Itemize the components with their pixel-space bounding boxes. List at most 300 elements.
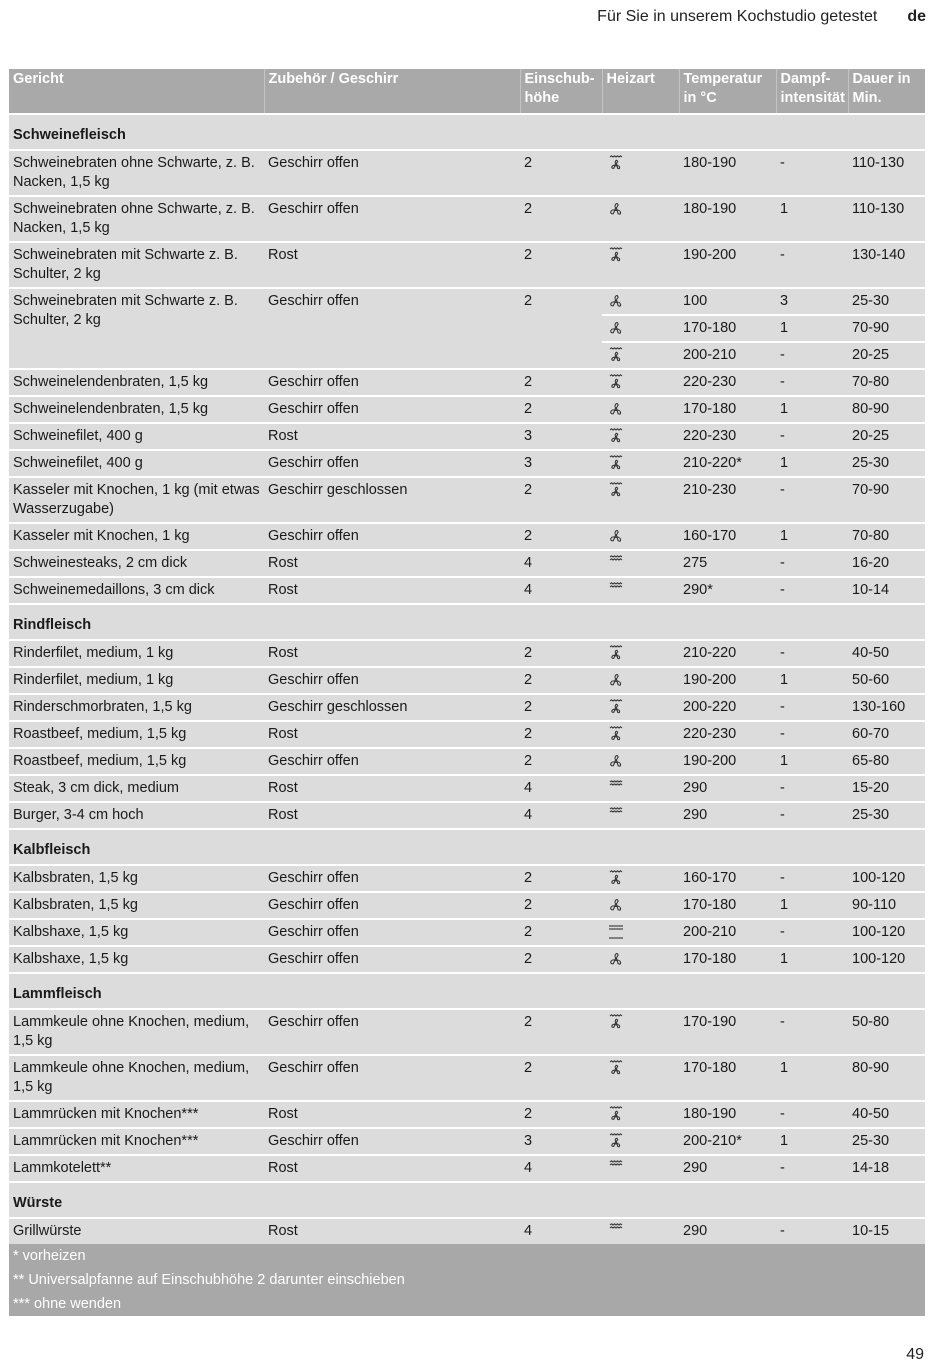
temperature-cell: 170-180 bbox=[679, 396, 776, 423]
accessory-cell: Rost bbox=[264, 577, 520, 604]
level-cell: 4 bbox=[520, 802, 602, 829]
grill-fan-icon bbox=[606, 1060, 626, 1076]
table-row bbox=[9, 242, 925, 288]
dish-cell: Schweinebraten mit Schwarte z. B. Schulter, 2 kg bbox=[9, 242, 264, 288]
fan-icon bbox=[606, 753, 626, 769]
duration-cell: 70-80 bbox=[848, 523, 925, 550]
steam-cell: 1 bbox=[776, 196, 848, 242]
temperature-cell: 100 bbox=[679, 288, 776, 315]
section-title: Rindfleisch bbox=[9, 604, 925, 640]
level-cell: 3 bbox=[520, 450, 602, 477]
temperature-cell: 190-200 bbox=[679, 667, 776, 694]
table-row bbox=[9, 196, 925, 242]
table-row bbox=[9, 1101, 925, 1128]
heating-mode-cell bbox=[602, 196, 679, 242]
heating-mode-cell bbox=[602, 288, 679, 315]
table-row bbox=[9, 640, 925, 667]
temperature-cell: 170-190 bbox=[679, 1009, 776, 1055]
accessory-cell: Geschirr offen bbox=[264, 396, 520, 423]
accessory-cell: Rost bbox=[264, 550, 520, 577]
col-header-steam: Dampf- intensität bbox=[776, 69, 848, 114]
dish-cell: Rinderfilet, medium, 1 kg bbox=[9, 640, 264, 667]
duration-cell: 65-80 bbox=[848, 748, 925, 775]
table-row bbox=[9, 721, 925, 748]
col-header-duration: Dauer in Min. bbox=[848, 69, 925, 114]
dish-cell: Schweinefilet, 400 g bbox=[9, 450, 264, 477]
duration-cell: 80-90 bbox=[848, 396, 925, 423]
heating-mode-cell bbox=[602, 946, 679, 973]
grill-icon bbox=[606, 807, 626, 823]
duration-cell: 110-130 bbox=[848, 196, 925, 242]
table-row bbox=[9, 369, 925, 396]
table-row bbox=[9, 523, 925, 550]
level-cell: 2 bbox=[520, 523, 602, 550]
page-header bbox=[597, 8, 926, 26]
heating-mode-cell bbox=[602, 342, 679, 369]
fan-icon bbox=[606, 320, 626, 336]
steam-cell: 1 bbox=[776, 748, 848, 775]
steam-cell: 1 bbox=[776, 523, 848, 550]
accessory-cell: Geschirr offen bbox=[264, 369, 520, 396]
level-cell: 4 bbox=[520, 550, 602, 577]
table-row bbox=[9, 477, 925, 523]
header-title: Für Sie in unserem Kochstudio getestet bbox=[597, 8, 878, 25]
steam-cell: 1 bbox=[776, 450, 848, 477]
level-cell: 4 bbox=[520, 577, 602, 604]
dish-cell: Schweinebraten ohne Schwarte, z. B. Nacken, 1,5 kg bbox=[9, 150, 264, 196]
footnote-text: *** ohne wenden bbox=[9, 1292, 925, 1316]
table-row bbox=[9, 667, 925, 694]
heating-mode-cell bbox=[602, 242, 679, 288]
level-cell: 2 bbox=[520, 946, 602, 973]
heating-mode-cell bbox=[602, 775, 679, 802]
temperature-cell: 170-180 bbox=[679, 315, 776, 342]
section-title: Schweinefleisch bbox=[9, 114, 925, 150]
duration-cell: 10-14 bbox=[848, 577, 925, 604]
accessory-cell: Geschirr offen bbox=[264, 1055, 520, 1101]
grill-fan-icon bbox=[606, 347, 626, 363]
grill-fan-icon bbox=[606, 699, 626, 715]
temperature-cell: 170-180 bbox=[679, 946, 776, 973]
accessory-cell: Geschirr offen bbox=[264, 1009, 520, 1055]
dish-cell: Burger, 3-4 cm hoch bbox=[9, 802, 264, 829]
duration-cell: 25-30 bbox=[848, 450, 925, 477]
section-title: Lammfleisch bbox=[9, 973, 925, 1009]
dish-cell: Kalbshaxe, 1,5 kg bbox=[9, 919, 264, 946]
level-cell: 2 bbox=[520, 369, 602, 396]
duration-cell: 110-130 bbox=[848, 150, 925, 196]
heating-mode-cell bbox=[602, 1128, 679, 1155]
dish-cell: Steak, 3 cm dick, medium bbox=[9, 775, 264, 802]
section-title: Kalbfleisch bbox=[9, 829, 925, 865]
steam-cell: - bbox=[776, 577, 848, 604]
table-row bbox=[9, 396, 925, 423]
temperature-cell: 200-210 bbox=[679, 919, 776, 946]
heating-mode-cell bbox=[602, 150, 679, 196]
accessory-cell: Geschirr geschlossen bbox=[264, 694, 520, 721]
grill-fan-icon bbox=[606, 726, 626, 742]
accessory-cell: Geschirr offen bbox=[264, 865, 520, 892]
grill-icon bbox=[606, 582, 626, 598]
temperature-cell: 180-190 bbox=[679, 150, 776, 196]
steam-cell: 1 bbox=[776, 315, 848, 342]
level-cell: 2 bbox=[520, 477, 602, 523]
steam-cell: - bbox=[776, 1155, 848, 1182]
col-header-accessory: Zubehör / Geschirr bbox=[264, 69, 520, 114]
accessory-cell: Rost bbox=[264, 640, 520, 667]
table-row bbox=[9, 1128, 925, 1155]
fan-icon bbox=[606, 672, 626, 688]
grill-icon bbox=[606, 1160, 626, 1176]
dish-cell: Rinderschmorbraten, 1,5 kg bbox=[9, 694, 264, 721]
dish-cell: Lammrücken mit Knochen*** bbox=[9, 1128, 264, 1155]
duration-cell: 10-15 bbox=[848, 1218, 925, 1244]
table-row bbox=[9, 1055, 925, 1101]
table-row bbox=[9, 802, 925, 829]
accessory-cell: Rost bbox=[264, 1101, 520, 1128]
table-row bbox=[9, 775, 925, 802]
steam-cell: - bbox=[776, 242, 848, 288]
level-cell: 2 bbox=[520, 288, 602, 369]
table-row bbox=[9, 946, 925, 973]
footnote-row bbox=[9, 1268, 925, 1292]
accessory-cell: Geschirr offen bbox=[264, 946, 520, 973]
level-cell: 2 bbox=[520, 748, 602, 775]
dish-cell: Lammkotelett** bbox=[9, 1155, 264, 1182]
dish-cell: Schweinelendenbraten, 1,5 kg bbox=[9, 369, 264, 396]
duration-cell: 50-60 bbox=[848, 667, 925, 694]
level-cell: 2 bbox=[520, 242, 602, 288]
temperature-cell: 290 bbox=[679, 1155, 776, 1182]
level-cell: 3 bbox=[520, 1128, 602, 1155]
section-row bbox=[9, 114, 925, 150]
dish-cell: Lammkeule ohne Knochen, medium, 1,5 kg bbox=[9, 1009, 264, 1055]
steam-cell: - bbox=[776, 150, 848, 196]
level-cell: 2 bbox=[520, 640, 602, 667]
duration-cell: 130-160 bbox=[848, 694, 925, 721]
temperature-cell: 200-210* bbox=[679, 1128, 776, 1155]
temperature-cell: 290 bbox=[679, 802, 776, 829]
temperature-cell: 290 bbox=[679, 775, 776, 802]
level-cell: 2 bbox=[520, 667, 602, 694]
col-header-heating-mode: Heizart bbox=[602, 69, 679, 114]
steam-cell: 1 bbox=[776, 892, 848, 919]
accessory-cell: Rost bbox=[264, 1218, 520, 1244]
level-cell: 2 bbox=[520, 721, 602, 748]
steam-cell: - bbox=[776, 477, 848, 523]
fan-icon bbox=[606, 293, 626, 309]
grill-fan-icon bbox=[606, 155, 626, 171]
steam-cell: - bbox=[776, 802, 848, 829]
grill-fan-icon bbox=[606, 1133, 626, 1149]
accessory-cell: Geschirr offen bbox=[264, 667, 520, 694]
table-row bbox=[9, 288, 925, 315]
level-cell: 2 bbox=[520, 150, 602, 196]
level-cell: 2 bbox=[520, 1055, 602, 1101]
dish-cell: Schweinesteaks, 2 cm dick bbox=[9, 550, 264, 577]
heating-mode-cell bbox=[602, 721, 679, 748]
accessory-cell: Geschirr offen bbox=[264, 288, 520, 369]
duration-cell: 80-90 bbox=[848, 1055, 925, 1101]
temperature-cell: 275 bbox=[679, 550, 776, 577]
steam-cell: - bbox=[776, 342, 848, 369]
col-header-dish: Gericht bbox=[9, 69, 264, 114]
duration-cell: 20-25 bbox=[848, 342, 925, 369]
table-body bbox=[9, 114, 925, 1316]
accessory-cell: Geschirr geschlossen bbox=[264, 477, 520, 523]
dish-cell: Kasseler mit Knochen, 1 kg (mit etwas Wasserzugabe) bbox=[9, 477, 264, 523]
table-row bbox=[9, 865, 925, 892]
steam-cell: 3 bbox=[776, 288, 848, 315]
temperature-cell: 210-220 bbox=[679, 640, 776, 667]
steam-cell: 1 bbox=[776, 946, 848, 973]
steam-cell: - bbox=[776, 423, 848, 450]
cooking-table bbox=[9, 69, 925, 1316]
heating-mode-cell bbox=[602, 1101, 679, 1128]
grill-fan-icon bbox=[606, 645, 626, 661]
grill-fan-icon bbox=[606, 1106, 626, 1122]
steam-cell: 1 bbox=[776, 667, 848, 694]
heating-mode-cell bbox=[602, 1155, 679, 1182]
heating-mode-cell bbox=[602, 369, 679, 396]
accessory-cell: Rost bbox=[264, 1155, 520, 1182]
accessory-cell: Geschirr offen bbox=[264, 150, 520, 196]
table-row bbox=[9, 150, 925, 196]
duration-cell: 70-80 bbox=[848, 369, 925, 396]
steam-cell: - bbox=[776, 1009, 848, 1055]
temperature-cell: 200-220 bbox=[679, 694, 776, 721]
fan-icon bbox=[606, 201, 626, 217]
table-row bbox=[9, 748, 925, 775]
dish-cell: Schweinefilet, 400 g bbox=[9, 423, 264, 450]
table-row bbox=[9, 1218, 925, 1244]
top-bottom-heat-icon bbox=[606, 924, 626, 940]
temperature-cell: 190-200 bbox=[679, 242, 776, 288]
temperature-cell: 290* bbox=[679, 577, 776, 604]
accessory-cell: Rost bbox=[264, 423, 520, 450]
duration-cell: 40-50 bbox=[848, 640, 925, 667]
temperature-cell: 200-210 bbox=[679, 342, 776, 369]
grill-fan-icon bbox=[606, 455, 626, 471]
heating-mode-cell bbox=[602, 450, 679, 477]
dish-cell: Kalbsbraten, 1,5 kg bbox=[9, 865, 264, 892]
level-cell: 2 bbox=[520, 694, 602, 721]
fan-icon bbox=[606, 528, 626, 544]
duration-cell: 100-120 bbox=[848, 946, 925, 973]
heating-mode-cell bbox=[602, 667, 679, 694]
duration-cell: 130-140 bbox=[848, 242, 925, 288]
duration-cell: 14-18 bbox=[848, 1155, 925, 1182]
temperature-cell: 220-230 bbox=[679, 721, 776, 748]
temperature-cell: 180-190 bbox=[679, 196, 776, 242]
fan-icon bbox=[606, 951, 626, 967]
duration-cell: 20-25 bbox=[848, 423, 925, 450]
temperature-cell: 210-230 bbox=[679, 477, 776, 523]
heating-mode-cell bbox=[602, 865, 679, 892]
duration-cell: 25-30 bbox=[848, 1128, 925, 1155]
heating-mode-cell bbox=[602, 577, 679, 604]
accessory-cell: Geschirr offen bbox=[264, 523, 520, 550]
table-row bbox=[9, 694, 925, 721]
grill-fan-icon bbox=[606, 1014, 626, 1030]
accessory-cell: Rost bbox=[264, 775, 520, 802]
dish-cell: Kasseler mit Knochen, 1 kg bbox=[9, 523, 264, 550]
dish-cell: Kalbshaxe, 1,5 kg bbox=[9, 946, 264, 973]
temperature-cell: 290 bbox=[679, 1218, 776, 1244]
table-row bbox=[9, 450, 925, 477]
table-header-row bbox=[9, 69, 925, 114]
heating-mode-cell bbox=[602, 423, 679, 450]
duration-cell: 70-90 bbox=[848, 315, 925, 342]
table-row bbox=[9, 892, 925, 919]
grill-fan-icon bbox=[606, 870, 626, 886]
temperature-cell: 210-220* bbox=[679, 450, 776, 477]
fan-icon bbox=[606, 401, 626, 417]
heating-mode-cell bbox=[602, 523, 679, 550]
duration-cell: 15-20 bbox=[848, 775, 925, 802]
level-cell: 3 bbox=[520, 423, 602, 450]
table-row bbox=[9, 919, 925, 946]
steam-cell: - bbox=[776, 1101, 848, 1128]
duration-cell: 16-20 bbox=[848, 550, 925, 577]
dish-cell: Schweinemedaillons, 3 cm dick bbox=[9, 577, 264, 604]
duration-cell: 40-50 bbox=[848, 1101, 925, 1128]
heating-mode-cell bbox=[602, 748, 679, 775]
level-cell: 2 bbox=[520, 1101, 602, 1128]
grill-icon bbox=[606, 555, 626, 571]
grill-fan-icon bbox=[606, 482, 626, 498]
duration-cell: 60-70 bbox=[848, 721, 925, 748]
accessory-cell: Rost bbox=[264, 721, 520, 748]
level-cell: 2 bbox=[520, 892, 602, 919]
table-row bbox=[9, 550, 925, 577]
duration-cell: 100-120 bbox=[848, 865, 925, 892]
grill-icon bbox=[606, 1223, 626, 1239]
heating-mode-cell bbox=[602, 1055, 679, 1101]
duration-cell: 100-120 bbox=[848, 919, 925, 946]
dish-cell: Lammrücken mit Knochen*** bbox=[9, 1101, 264, 1128]
steam-cell: - bbox=[776, 775, 848, 802]
steam-cell: 1 bbox=[776, 1055, 848, 1101]
duration-cell: 25-30 bbox=[848, 802, 925, 829]
steam-cell: - bbox=[776, 550, 848, 577]
heating-mode-cell bbox=[602, 315, 679, 342]
accessory-cell: Geschirr offen bbox=[264, 748, 520, 775]
grill-fan-icon bbox=[606, 428, 626, 444]
level-cell: 2 bbox=[520, 919, 602, 946]
grill-fan-icon bbox=[606, 247, 626, 263]
temperature-cell: 190-200 bbox=[679, 748, 776, 775]
temperature-cell: 160-170 bbox=[679, 865, 776, 892]
footnote-text: * vorheizen bbox=[9, 1244, 925, 1268]
heating-mode-cell bbox=[602, 919, 679, 946]
language-badge: de bbox=[907, 8, 926, 25]
footnote-text: ** Universalpfanne auf Einschubhöhe 2 darunter einschieben bbox=[9, 1268, 925, 1292]
steam-cell: 1 bbox=[776, 1128, 848, 1155]
accessory-cell: Geschirr offen bbox=[264, 892, 520, 919]
heating-mode-cell bbox=[602, 550, 679, 577]
footnote-row bbox=[9, 1244, 925, 1268]
heating-mode-cell bbox=[602, 1218, 679, 1244]
steam-cell: - bbox=[776, 721, 848, 748]
heating-mode-cell bbox=[602, 802, 679, 829]
dish-cell: Schweinelendenbraten, 1,5 kg bbox=[9, 396, 264, 423]
dish-cell: Roastbeef, medium, 1,5 kg bbox=[9, 748, 264, 775]
col-header-temperature: Temperatur in °C bbox=[679, 69, 776, 114]
level-cell: 4 bbox=[520, 1155, 602, 1182]
steam-cell: - bbox=[776, 1218, 848, 1244]
temperature-cell: 220-230 bbox=[679, 423, 776, 450]
table-row bbox=[9, 1009, 925, 1055]
section-title: Würste bbox=[9, 1182, 925, 1218]
section-row bbox=[9, 973, 925, 1009]
steam-cell: - bbox=[776, 919, 848, 946]
temperature-cell: 220-230 bbox=[679, 369, 776, 396]
accessory-cell: Geschirr offen bbox=[264, 196, 520, 242]
accessory-cell: Geschirr offen bbox=[264, 919, 520, 946]
temperature-cell: 170-180 bbox=[679, 1055, 776, 1101]
dish-cell: Schweinebraten mit Schwarte z. B. Schulter, 2 kg bbox=[9, 288, 264, 369]
col-header-level: Einschub- höhe bbox=[520, 69, 602, 114]
dish-cell: Lammkeule ohne Knochen, medium, 1,5 kg bbox=[9, 1055, 264, 1101]
level-cell: 2 bbox=[520, 196, 602, 242]
accessory-cell: Rost bbox=[264, 242, 520, 288]
section-row bbox=[9, 829, 925, 865]
steam-cell: 1 bbox=[776, 396, 848, 423]
heating-mode-cell bbox=[602, 396, 679, 423]
level-cell: 4 bbox=[520, 1218, 602, 1244]
fan-icon bbox=[606, 897, 626, 913]
temperature-cell: 180-190 bbox=[679, 1101, 776, 1128]
table-row bbox=[9, 423, 925, 450]
accessory-cell: Rost bbox=[264, 802, 520, 829]
steam-cell: - bbox=[776, 694, 848, 721]
duration-cell: 50-80 bbox=[848, 1009, 925, 1055]
temperature-cell: 170-180 bbox=[679, 892, 776, 919]
table-row bbox=[9, 577, 925, 604]
steam-cell: - bbox=[776, 640, 848, 667]
section-row bbox=[9, 604, 925, 640]
level-cell: 2 bbox=[520, 1009, 602, 1055]
table-row bbox=[9, 1155, 925, 1182]
heating-mode-cell bbox=[602, 892, 679, 919]
dish-cell: Grillwürste bbox=[9, 1218, 264, 1244]
accessory-cell: Geschirr offen bbox=[264, 1128, 520, 1155]
steam-cell: - bbox=[776, 369, 848, 396]
dish-cell: Kalbsbraten, 1,5 kg bbox=[9, 892, 264, 919]
level-cell: 2 bbox=[520, 865, 602, 892]
level-cell: 4 bbox=[520, 775, 602, 802]
accessory-cell: Geschirr offen bbox=[264, 450, 520, 477]
grill-fan-icon bbox=[606, 374, 626, 390]
heating-mode-cell bbox=[602, 1009, 679, 1055]
heating-mode-cell bbox=[602, 477, 679, 523]
section-row bbox=[9, 1182, 925, 1218]
page-number: 49 bbox=[906, 1346, 924, 1363]
heating-mode-cell bbox=[602, 694, 679, 721]
level-cell: 2 bbox=[520, 396, 602, 423]
grill-icon bbox=[606, 780, 626, 796]
dish-cell: Rinderfilet, medium, 1 kg bbox=[9, 667, 264, 694]
duration-cell: 70-90 bbox=[848, 477, 925, 523]
temperature-cell: 160-170 bbox=[679, 523, 776, 550]
dish-cell: Roastbeef, medium, 1,5 kg bbox=[9, 721, 264, 748]
footnote-row bbox=[9, 1292, 925, 1316]
duration-cell: 25-30 bbox=[848, 288, 925, 315]
steam-cell: - bbox=[776, 865, 848, 892]
duration-cell: 90-110 bbox=[848, 892, 925, 919]
heating-mode-cell bbox=[602, 640, 679, 667]
